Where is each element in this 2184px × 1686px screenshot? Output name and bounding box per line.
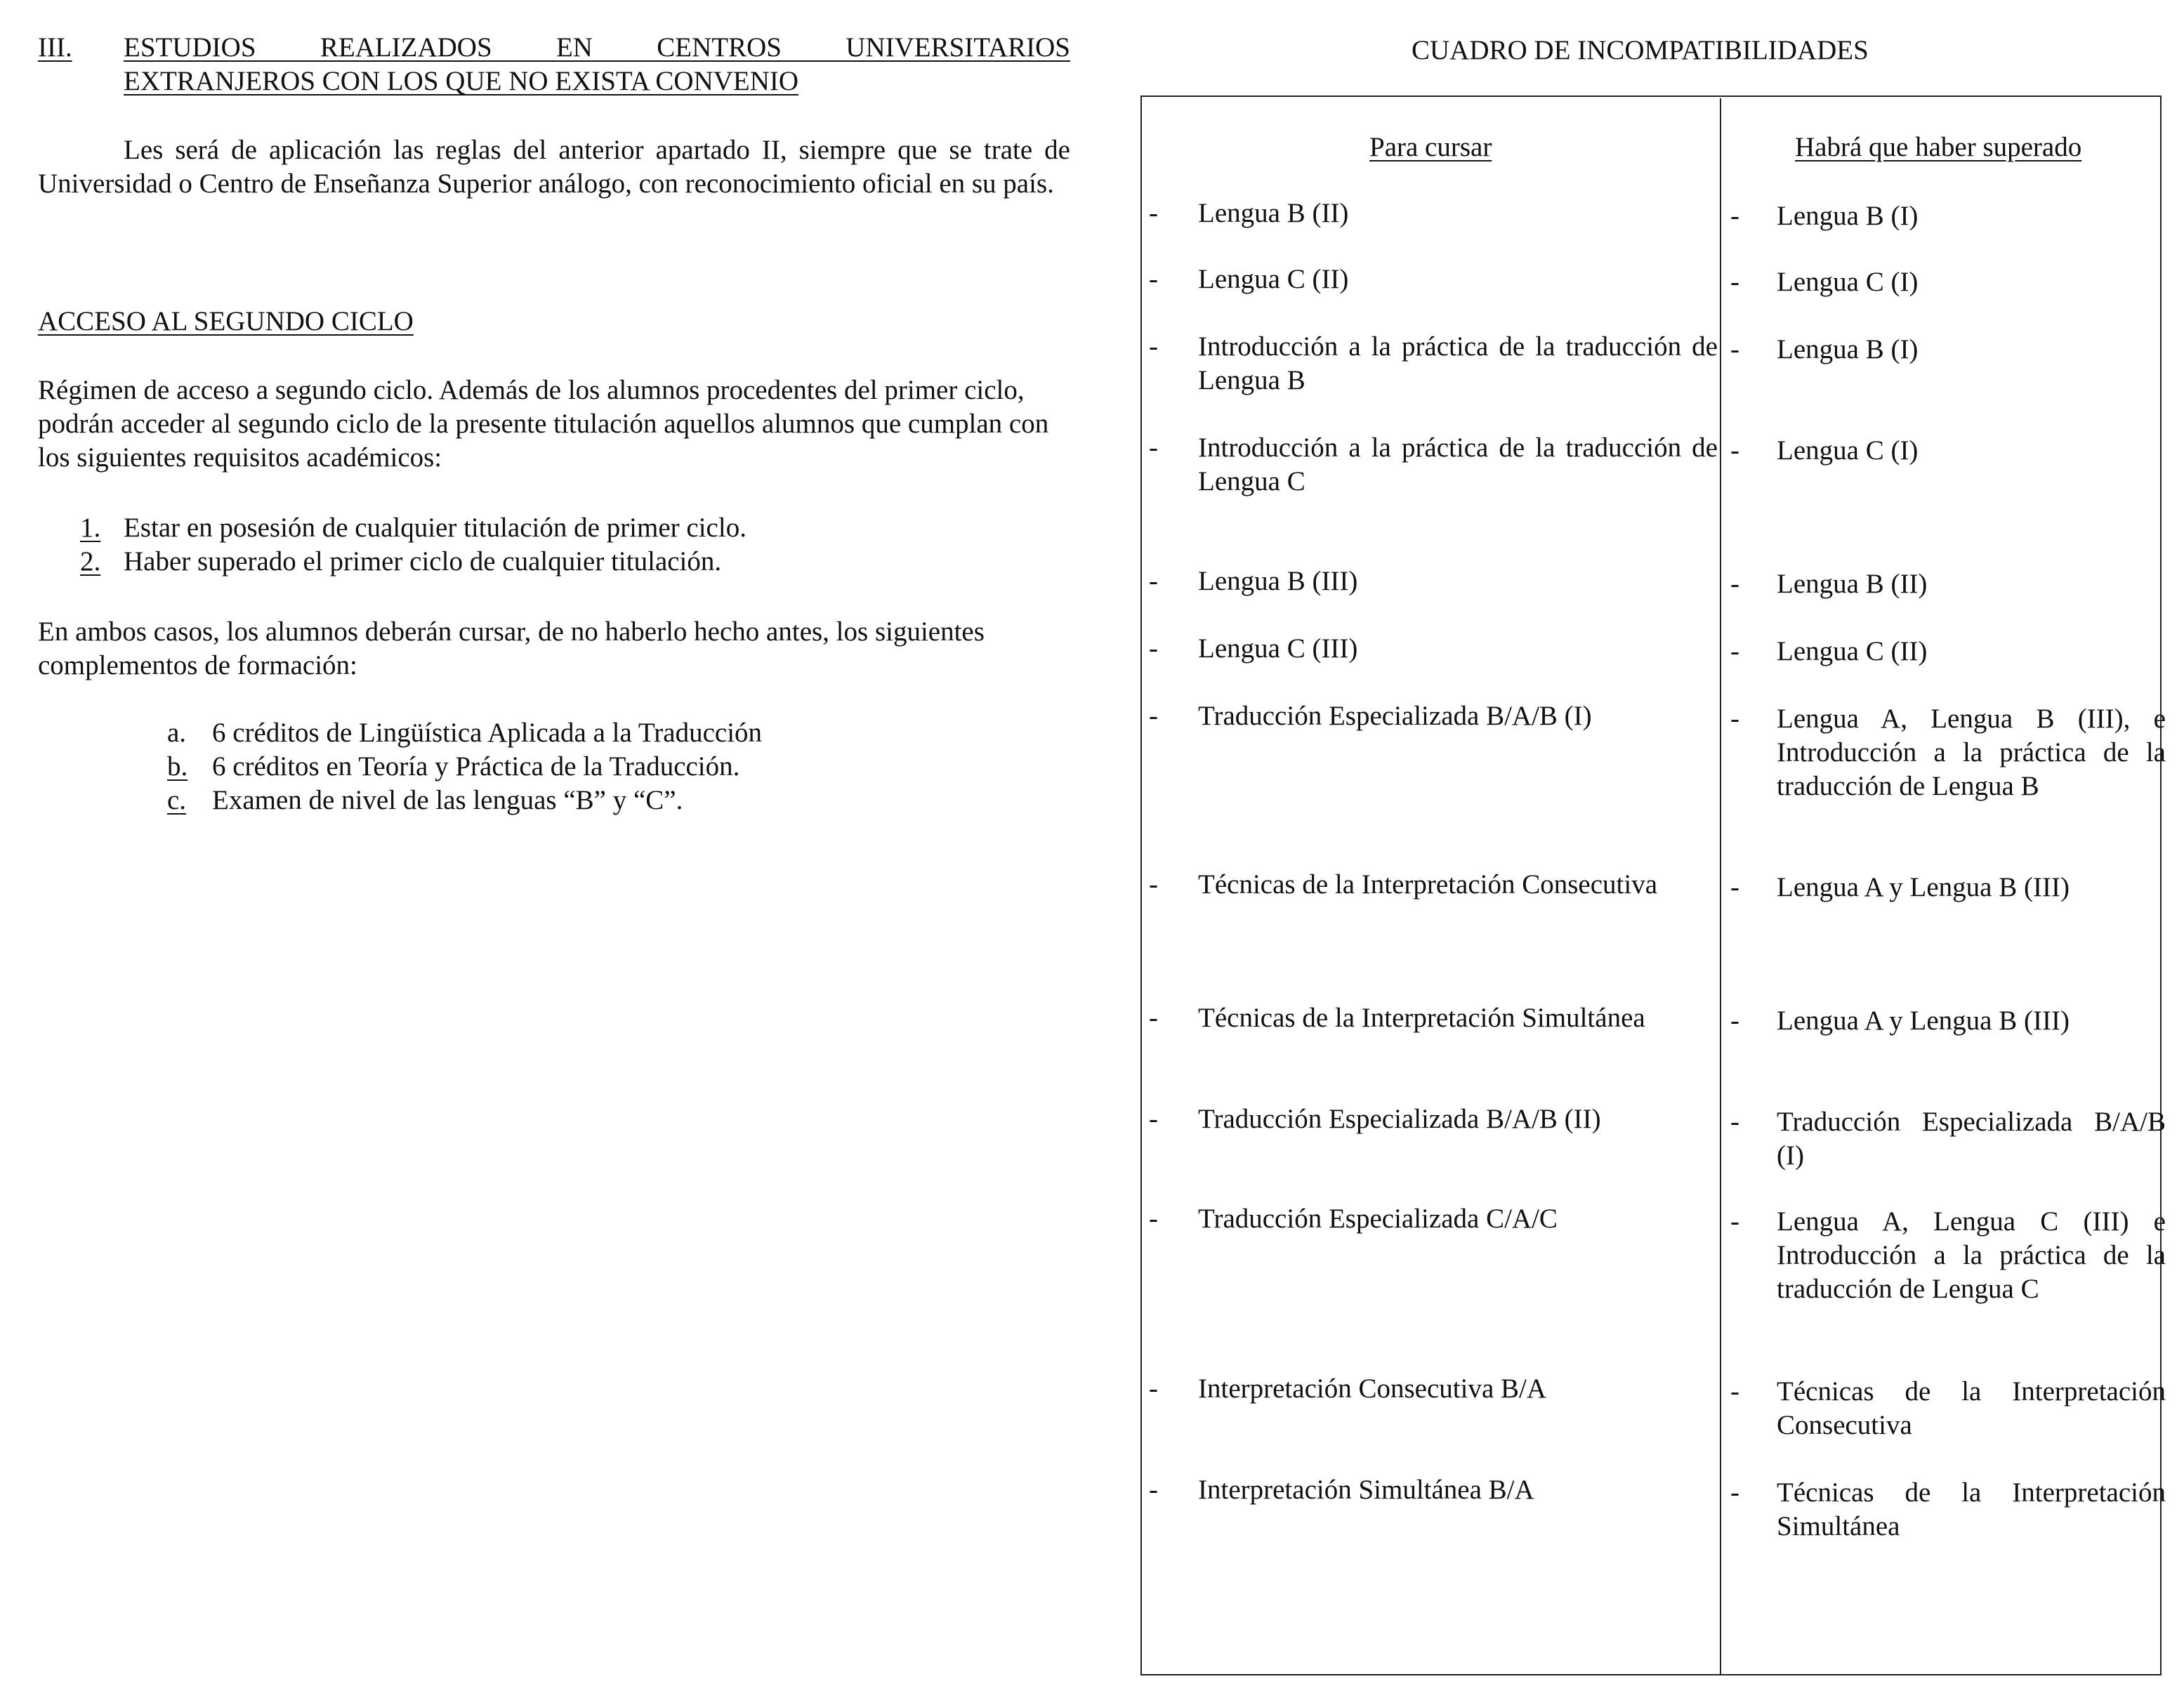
- cell-text: Interpretación Simultánea B/A: [1198, 1475, 1534, 1505]
- list-item: [167, 750, 762, 784]
- column-header-para-cursar: Para cursar: [1369, 132, 1492, 162]
- access-paragraph: Régimen de acceso a segundo ciclo. Además de los alumnos procedentes del primer ciclo, podrán acceder al segundo ciclo de la presente titulación aquellos alumnos que cumplan con los siguientes requisitos académicos:: [38, 375, 1049, 473]
- column-header-habra-superado: Habrá que haber superado: [1795, 132, 2082, 162]
- list-item-text: 6 créditos en Teoría y Práctica de la Traducción.: [212, 751, 740, 782]
- dash-marker: -: [1149, 198, 1158, 228]
- dash-marker: -: [1149, 566, 1158, 596]
- dash-marker: -: [1730, 435, 1739, 466]
- list-marker: a.: [167, 718, 187, 748]
- cell-text: Traducción Especializada C/A/C: [1198, 1204, 1558, 1234]
- table-title: CUADRO DE INCOMPATIBILIDADES: [1412, 35, 1869, 65]
- dash-marker: -: [1149, 1003, 1158, 1033]
- cell-text: Técnicas de la Interpretación Consecutiva: [1198, 869, 1658, 900]
- dash-marker: -: [1730, 704, 1739, 734]
- cell-text: Lengua C (II): [1777, 636, 1928, 666]
- dash-marker: -: [1730, 636, 1739, 666]
- dash-marker: -: [1149, 1475, 1158, 1505]
- dash-marker: -: [1730, 1376, 1739, 1407]
- dash-marker: -: [1149, 633, 1158, 664]
- list-marker: c.: [167, 785, 187, 815]
- dash-marker: -: [1730, 1477, 1739, 1508]
- dash-marker: -: [1149, 1104, 1158, 1134]
- cell-text: Técnicas de la Interpretación Simultánea: [1198, 1003, 1645, 1033]
- cell-text: Lengua A, Lengua C (III) e Introducción a la práctica de la traducción de Lengua C: [1777, 1206, 2166, 1304]
- list-item: [167, 784, 762, 817]
- cell-text: Interpretación Consecutiva B/A: [1198, 1374, 1547, 1404]
- list-item-text: 6 créditos de Lingüística Aplicada a la Traducción: [212, 718, 763, 748]
- dash-marker: -: [1730, 1206, 1739, 1237]
- list-item: [80, 545, 746, 579]
- cell-text: Lengua C (I): [1777, 435, 1919, 466]
- dash-marker: -: [1149, 264, 1158, 294]
- dash-marker: -: [1149, 701, 1158, 731]
- section-title-line1: ESTUDIOS REALIZADOS EN CENTROS UNIVERSITARIOS: [124, 32, 1070, 62]
- section-title-line2: EXTRANJEROS CON LOS QUE NO EXISTA CONVENIO: [124, 66, 799, 96]
- cell-text: Lengua A, Lengua B (III), e Introducción a la práctica de la traducción de Lengua B: [1777, 704, 2166, 801]
- list-item-text: Haber superado el primer ciclo de cualquier titulación.: [124, 546, 722, 577]
- section-number: III.: [38, 32, 72, 62]
- list-marker: 2.: [80, 546, 101, 577]
- list-item-text: Estar en posesión de cualquier titulación de primer ciclo.: [124, 513, 746, 543]
- list-marker: b.: [167, 751, 188, 782]
- cell-text: Lengua B (II): [1198, 198, 1349, 228]
- cell-text: Lengua C (III): [1198, 633, 1358, 664]
- dash-marker: -: [1730, 872, 1739, 902]
- cell-text: Lengua B (III): [1198, 566, 1358, 596]
- cell-text: Traducción Especializada B/A/B (I): [1777, 1107, 2166, 1171]
- dash-marker: -: [1730, 267, 1739, 297]
- cell-text: Lengua A y Lengua B (III): [1777, 872, 2070, 902]
- dash-marker: -: [1149, 869, 1158, 900]
- table-column-divider: [1720, 98, 1721, 1674]
- access-heading: ACCESO AL SEGUNDO CICLO: [38, 306, 414, 336]
- complements-paragraph: En ambos casos, los alumnos deberán cursar, de no haberlo hecho antes, los siguientes complementos de formación:: [38, 617, 985, 680]
- cell-text: Lengua B (I): [1777, 201, 1919, 231]
- cell-text: Traducción Especializada B/A/B (II): [1198, 1104, 1601, 1134]
- section-paragraph: Les será de aplicación las reglas del anterior apartado II, siempre que se trate de Universidad o Centro de Enseñanza Superior análogo, con reconocimiento oficial en su país.: [38, 135, 1070, 199]
- complements-list: [167, 716, 762, 817]
- cell-text: Técnicas de la Interpretación Simultánea: [1777, 1477, 2166, 1541]
- cell-text: Técnicas de la Interpretación Consecutiva: [1777, 1376, 2166, 1440]
- list-item-text: Examen de nivel de las lenguas “B” y “C”.: [212, 785, 683, 815]
- list-marker: 1.: [80, 513, 101, 543]
- dash-marker: -: [1149, 1204, 1158, 1234]
- cell-text: Lengua B (II): [1777, 569, 1928, 599]
- list-item: [167, 716, 762, 750]
- cell-text: Lengua B (I): [1777, 334, 1919, 364]
- dash-marker: -: [1149, 331, 1158, 362]
- cell-text: Introducción a la práctica de la traducción de Lengua C: [1198, 433, 1718, 496]
- dash-marker: -: [1730, 201, 1739, 231]
- requirements-list: [80, 511, 746, 579]
- dash-marker: -: [1149, 1374, 1158, 1404]
- cell-text: Lengua C (I): [1777, 267, 1919, 297]
- dash-marker: -: [1730, 1107, 1739, 1137]
- dash-marker: -: [1730, 569, 1739, 599]
- list-item: [80, 511, 746, 545]
- cell-text: Traducción Especializada B/A/B (I): [1198, 701, 1592, 731]
- dash-marker: -: [1730, 334, 1739, 364]
- cell-text: Lengua C (II): [1198, 264, 1349, 294]
- cell-text: Introducción a la práctica de la traducción de Lengua B: [1198, 331, 1718, 395]
- dash-marker: -: [1149, 433, 1158, 463]
- dash-marker: -: [1730, 1006, 1739, 1036]
- cell-text: Lengua A y Lengua B (III): [1777, 1006, 2070, 1036]
